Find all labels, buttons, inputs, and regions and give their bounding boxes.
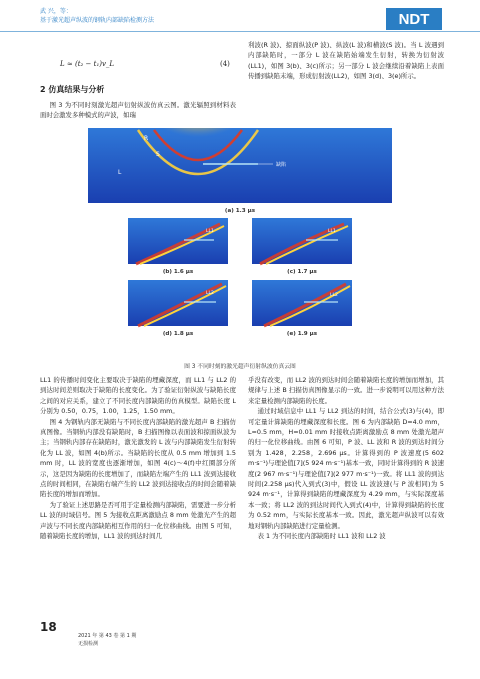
equation-4: L ≈ (t₂ − t₁)v_L <box>60 60 115 68</box>
defect-label: 缺陷 <box>276 162 287 168</box>
label-S: S <box>156 151 160 158</box>
right-column-bottom <box>248 375 444 542</box>
running-head-title: 基于激光超声纵波的钢轨内部缺陷检测方法 <box>40 17 155 24</box>
section-heading: 2 仿真结果与分析 <box>40 85 105 94</box>
paragraph: 表 1 为不同长度内部缺陷时 LL1 波和 LL2 波 <box>257 532 386 541</box>
paragraph: 利波(R 波)、掠面纵波(P 波)、纵波(L 波)和横波(S 波)。当 L 波遇到内部缺陷时，一部分 L 波在缺陷始端发生衍射，转换为衍射波(LL1)，如图 3(b)、3(c)所示；另一部分 L 波会继续沿着缺陷上表面传播到缺陷末端，形成衍射波(LL2)，如图 3(d)、3(e)所示。 <box>248 41 444 81</box>
right-column-top <box>248 40 444 82</box>
paragraph: 为了验证上述思路是否可用于定量检测内部缺陷，需要进一步分析 LL 波的时域信号。图 5 为接收点距离激励点 8 mm 处激光产生的超声波与不同长度内部缺陷相互作用的归一化位移曲线。由图 5 可知，随着缺陷长度的增加，LL1 波的到达时间几 <box>40 500 236 541</box>
paragraph: 图 4 为钢轨内部无缺陷与不同长度内部缺陷的激光超声 B 扫描仿真图像。当钢轨内部没有缺陷时，B 扫描图像以表面波和掠面纵波为主；当钢轨内部存在缺陷时，激光激发的 L 波与内部缺陷发生衍射转化为 LL 波，如图 4(b)所示。当缺陷的长度从 0.5 mm 增加到 1.5 mm 时，LL 波的宽度也逐渐增加，如图 4(c)～4(f)中红圈部分所示，这是因为缺陷的长度增加了，而缺陷左端产生的 LL1 波到达接收点的时间相同，在缺陷右端产生的 LL2 波到达接收点的时间会随着缺陷长度的增加而增加。 <box>40 417 236 499</box>
paragraph: 乎没有改变，而 LL2 波的到达时间会随着缺陷长度的增加而增加，其规律与上述 B 扫描仿真图像显示的一致。进一步说明可以用这种方法来定量检测内部缺陷的长度。 <box>248 376 444 405</box>
page-number: 18 <box>40 620 57 634</box>
panel-a <box>88 128 392 203</box>
panel-a-label: (a) 1.3 μs <box>224 208 256 214</box>
left-column-top <box>40 100 236 121</box>
label-LL2: LL2 <box>206 291 214 296</box>
panel-c <box>252 218 352 264</box>
logo-text: NDT <box>398 11 430 28</box>
panel-b-label: (b) 1.6 μs <box>162 269 194 275</box>
panel-d <box>128 280 228 326</box>
label-L: L <box>118 169 122 176</box>
label-LL1: LL1 <box>328 229 336 234</box>
paragraph: 通过时域信息中 LL1 与 LL2 到达的时间，结合公式(3)与(4)，即可定量计算缺陷的埋藏深度和长度。图 6 为内部缺陷 D=4.0 mm，L=0.5 mm，H=0.01 mm 时接收点距离激励点 8 mm 处激光超声的归一化位移曲线。由图 6 可知，P 波、LL 波和 R 波的到达时间分别为 1.428，2.258，2.696 μs。计算得到的 P 波速度(5 602 m·s⁻¹)与理论值[7](5 924 m·s⁻¹)基本一致，同时计算得到的 R 波速度(2 967 m·s⁻¹)与理论值[7](2 977 m·s⁻¹)一致。将 LL1 波的到达时间(2.258 μs)代入到式(3)中，假设 LL 波波速(与 P 波相同)为 5 924 m·s⁻¹，计算得到缺陷的埋藏深度为 4.29 mm，与实际深度基本一致；将 LL2 波的到达时间代入到式(4)中，计算得到缺陷的长度为 0.52 mm，与实际长度基本一致。因此，激光超声纵波可以有效地对钢轨内部缺陷进行定量检测。 <box>248 407 444 530</box>
header-rule <box>0 31 480 32</box>
paragraph: 图 3 为不同时刻激光超声衍射纵波仿真云图。激光辐照到材料表面时会激发多种模式的声波，如瑞 <box>40 101 236 120</box>
paragraph: LL1 的传播时间变化主要取决于缺陷的埋藏深度，而 LL1 与 LL2 的到达时间差则取决于缺陷的长度变化。为了验证衍射纵波与缺陷长度之间的对应关系，建立了不同长度内部缺陷的仿真模型。缺陷长度 L 分别为 0.50，0.75，1.00，1.25，1.50 mm。 <box>40 376 236 416</box>
label-LL2: LL2 <box>330 293 338 298</box>
running-head-authors: 武 兴，等： <box>40 8 72 15</box>
panel-e-label: (e) 1.9 μs <box>286 331 318 337</box>
journal-logo <box>386 8 442 30</box>
label-LL1: LL1 <box>206 229 214 234</box>
footer-issue: 2021 年 第 43 卷 第 1 期 <box>78 633 137 639</box>
figure-caption: 图 3 不同时刻的激光超声衍射纵波仿真云图 <box>184 364 296 370</box>
label-R: R <box>144 135 149 142</box>
panel-e <box>252 280 352 326</box>
panel-d-label: (d) 1.8 μs <box>162 331 194 337</box>
equation-number: (4) <box>220 60 230 68</box>
footer-journal: 无损检测 <box>78 641 99 647</box>
figure-3 <box>88 128 392 358</box>
panel-c-label: (c) 1.7 μs <box>287 269 317 275</box>
left-column-bottom <box>40 375 236 542</box>
panel-b <box>128 218 228 264</box>
